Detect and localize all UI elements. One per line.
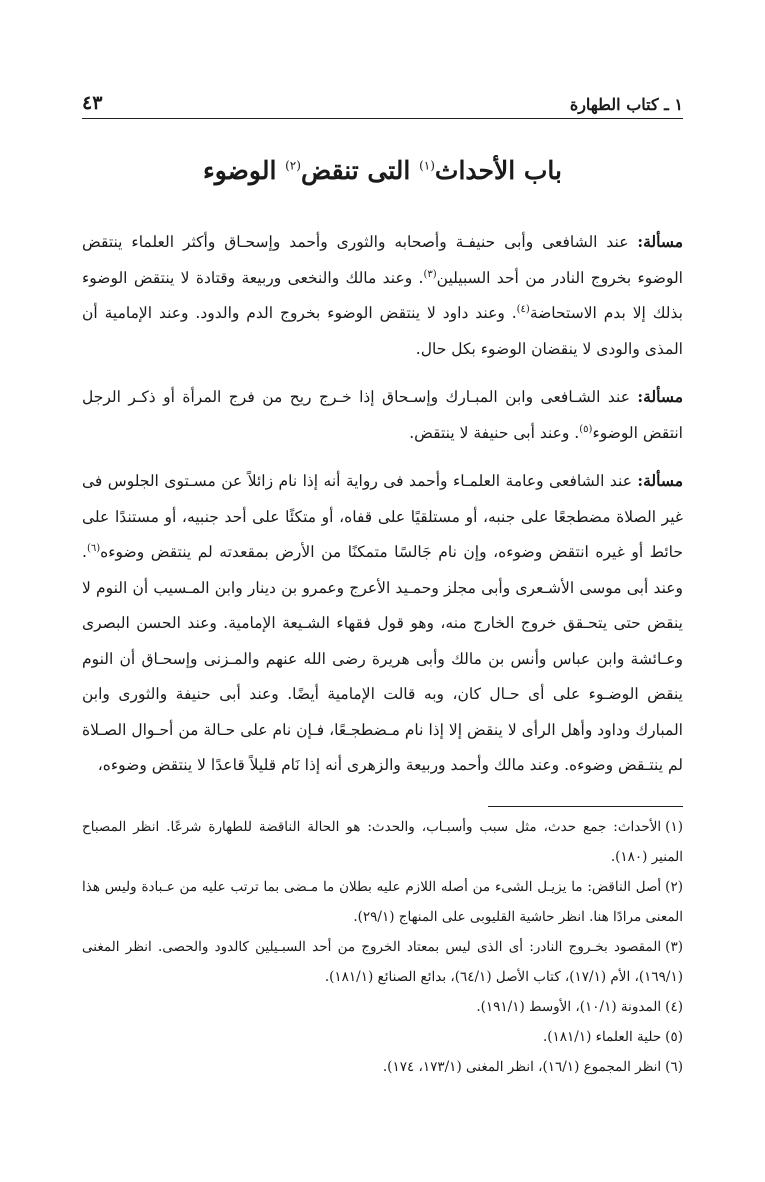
chapter-title-part: الوضوء <box>203 156 286 185</box>
paragraph-text: . وعند أبى حنيفة لا ينتقض. <box>409 423 580 442</box>
main-text <box>82 224 683 796</box>
page-number: ٤٣ <box>82 92 103 114</box>
footnote-text: انظر المجموع (١٦/١)، انظر المغنى (١٧٣/١، ١٧٤). <box>382 1059 662 1075</box>
paragraph <box>82 224 683 367</box>
issue-label: مسألة: <box>637 387 683 406</box>
paragraph-text: . وعند مالك والنخعى وربيعة وقتادة لا ينتقض الوضوء بذلك إلا بدم الاستحاضة <box>82 268 683 322</box>
footnote <box>82 992 683 1022</box>
paragraph <box>82 463 683 784</box>
footnotes <box>82 812 683 1082</box>
paragraph-text: عند الشافعى وعامة العلمـاء وأحمد فى رواية أنه إذا نام زائلاً عن مسـتوى الجلوس فى غير الصلاة مضطجعًا على جنبه، أو مستلقيًا على قفاه، أو متكئًا على أحد جنبيه، أو مستندًا على حائط أو غيره انتقض وضوءه، وإن نام جَالسًا متمكنًا من الأرض بمقعدته لم ينتقض وضوءه <box>82 472 683 561</box>
paragraph-text: عند الشافعى وأبى حنيفـة وأصحابه والثورى وأحمد وإسحـاق وأكثر العلماء ينتقض الوضوء بخروج النادر من أحد السبيلين <box>82 233 683 287</box>
chapter-title <box>82 156 683 185</box>
footnote-ref[interactable]: (٥) <box>579 423 593 435</box>
chapter-title-part: التى تنقض <box>300 156 420 185</box>
footnote-ref[interactable]: (٣) <box>423 268 437 280</box>
footnote-number: (٥) <box>665 1029 683 1045</box>
footnote <box>82 1022 683 1052</box>
paragraph-text: . وعند أبى موسى الأشـعرى وأبى مجلز وحمـيد الأعرج وعمرو بن دينار وابن المـسيب أن النوم لا ينقض حتى يتحـقق خروج الخارج منه، وهو قول فقهاء الشـيعة الإمامية. وعند الحسن البصرى وعـائشة وابن عباس وأنس بن مالك وأبى هريرة رضى الله عنهم والمـزنى وإسحـاق أن النوم ينقض الوضـوء على أى حـال كان، وبه قالت الإمامية أيضًا. وعند أبى حنيفة والثورى وابن المبارك وداود وأهل الرأى لا ينقض إلا إذا نام مـضطجـعًا، فـإن نام على حـالة من أحـوال الصـلاة لم ينتـقض وضوءه. وعند مالك وأحمد وربيعة والزهرى أنه إذا نَام قليلاً قاعدًا لا ينتقض وضوءه، <box>82 543 683 774</box>
footnote-text: الأحداث: جمع حدث، مثل سبب وأسبـاب، والحدث: هو الحالة الناقضة للطهارة شرعًا. انظر المصباح المنير (١٨٠). <box>82 819 683 865</box>
footnote-divider <box>488 806 683 807</box>
running-head-title: ١ ـ كتاب الطهارة <box>569 95 683 114</box>
footnote-ref[interactable]: (١) <box>419 158 435 173</box>
footnote-number: (١) <box>665 819 683 835</box>
footnote-text: أصل الناقض: ما يزيـل الشىء من أصله اللازم عليه بطلان ما مـضى بما ترتب عليه من عـبادة وليس هذا المعنى مرادًا هنا. انظر حاشية القليوبى على المنهاج (٢٩/١). <box>82 879 683 925</box>
paragraph-text: عند الشـافعى وابن المبـارك وإسـحاق إذا خـرج ريح من فرج المرأة أو ذكـر الرجل انتقض الوضوء <box>82 388 683 442</box>
footnote-ref[interactable]: (٢) <box>285 158 301 173</box>
paragraph-text: . وعند داود لا ينتقض الوضوء بخروج الدم والدود. وعند الإمامية أن المذى والودى لا ينقضان الوضوء بكل حال. <box>82 304 683 358</box>
footnote-number: (٦) <box>665 1059 683 1075</box>
footnote <box>82 932 683 992</box>
footnote-ref[interactable]: (٤) <box>516 303 530 315</box>
running-head <box>82 84 683 119</box>
issue-label: مسألة: <box>637 232 683 251</box>
issue-label: مسألة: <box>637 471 683 490</box>
paragraph <box>82 379 683 451</box>
footnote-ref[interactable]: (٦) <box>86 542 101 554</box>
footnote-number: (٣) <box>665 939 683 955</box>
footnote-text: حلية العلماء (١٨١/١). <box>542 1029 662 1045</box>
footnote-number: (٤) <box>665 999 683 1015</box>
footnote <box>82 1052 683 1082</box>
footnote-number: (٢) <box>665 879 683 895</box>
chapter-title-part: باب الأحداث <box>434 156 562 185</box>
footnote-text: المقصود بخـروج النادر: أى الذى ليس بمعتاد الخروج من أحد السبـيلين كالدود والحصى. انظر المغنى (١٦٩/١)، الأم (١٧/١)، كتاب الأصل (٦٤/١)، بدائع الصنائع (١٨١/١). <box>82 939 683 985</box>
footnote <box>82 812 683 872</box>
footnote-text: المدونة (١٠/١)، الأوسط (١٩١/١). <box>476 999 662 1015</box>
footnote <box>82 872 683 932</box>
